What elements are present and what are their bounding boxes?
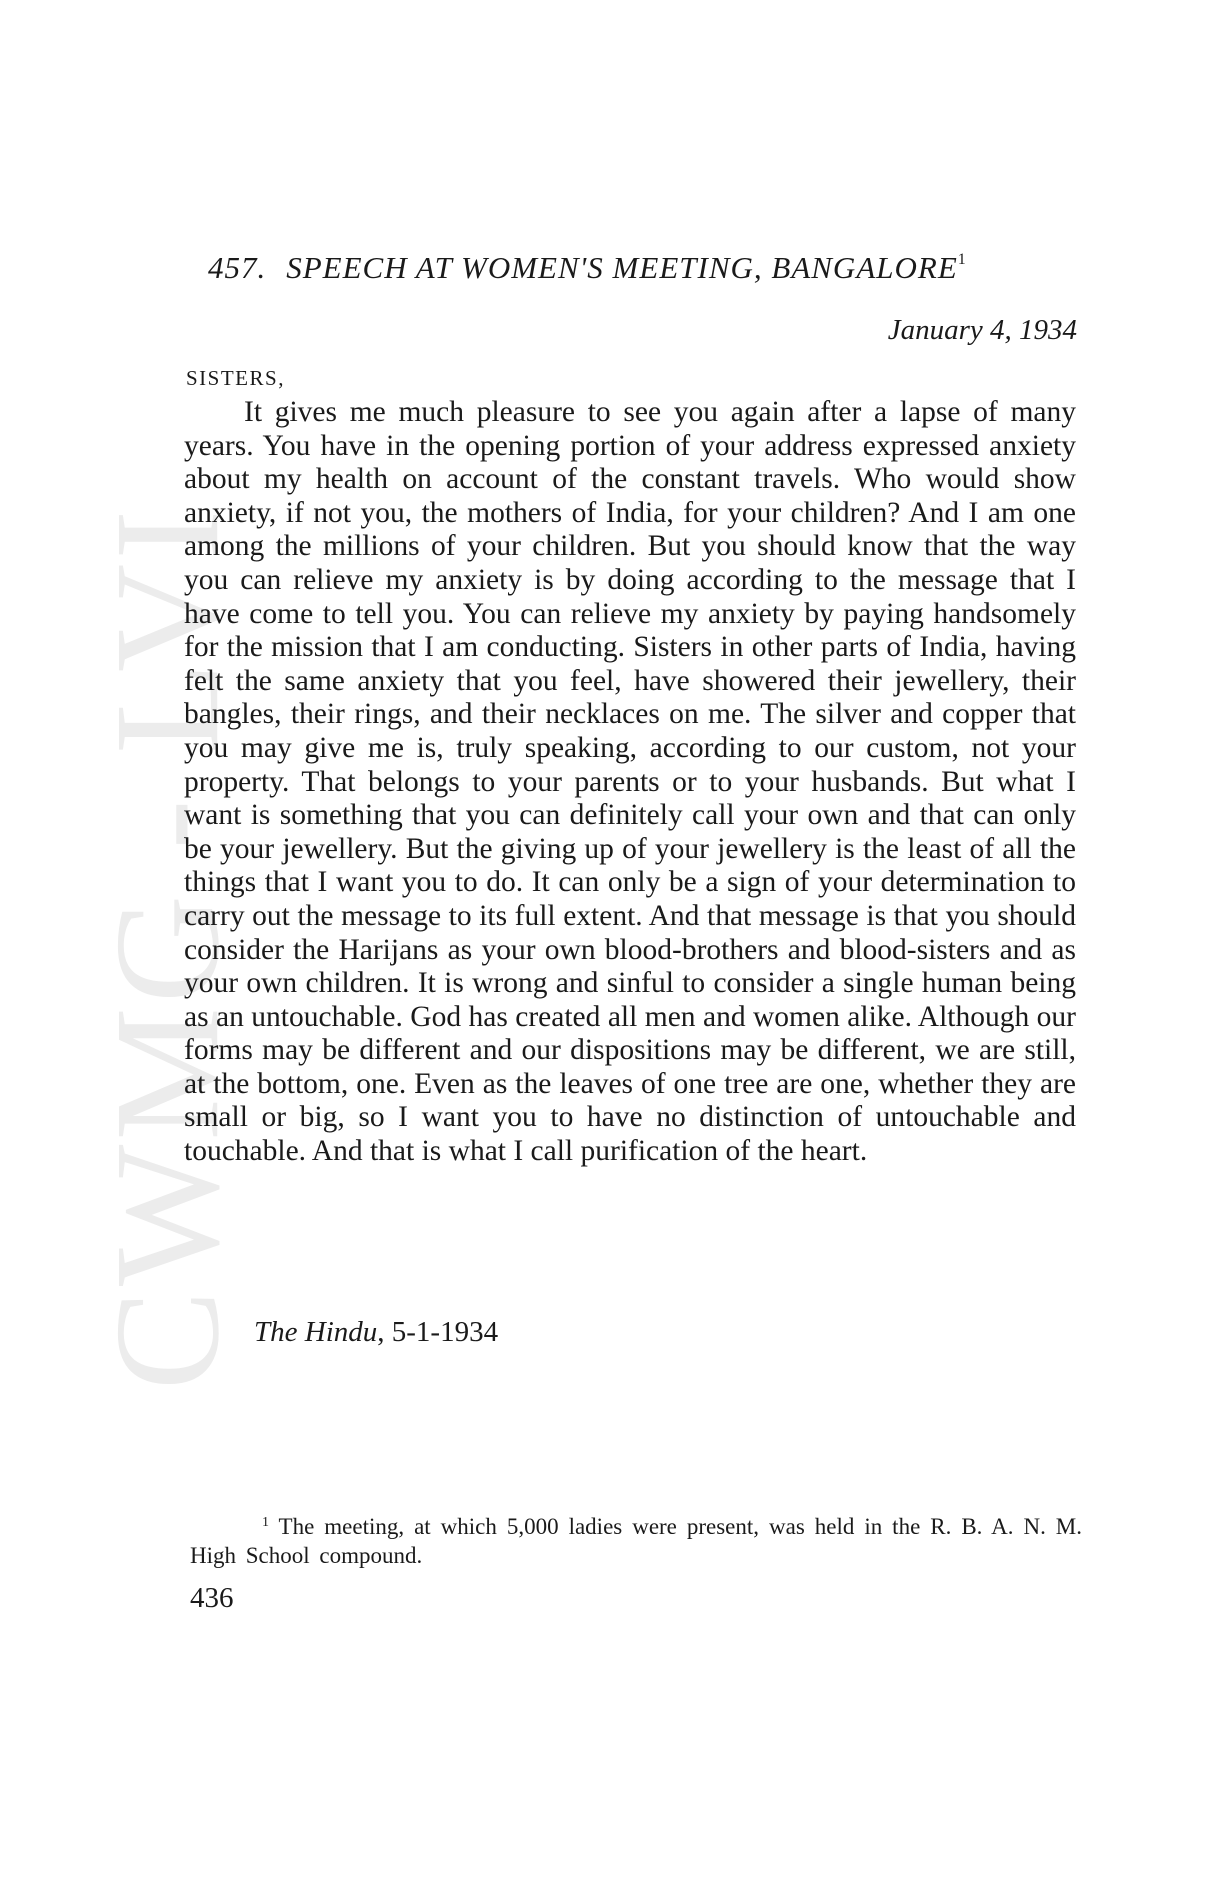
salutation: SISTERS,: [186, 366, 285, 390]
footnote: [190, 1508, 1082, 1570]
page-number: 436: [190, 1582, 234, 1614]
footnote-marker: 1: [262, 1515, 269, 1530]
speech-date: January 4, 1934: [887, 314, 1077, 346]
title-footnote-ref: 1: [957, 251, 967, 268]
title-text: SPEECH AT WOMEN'S MEETING, BANGALORE: [286, 250, 958, 285]
item-number: 457.: [208, 250, 267, 285]
source-date: , 5-1-1934: [377, 1316, 499, 1348]
footnote-text: The meeting, at which 5,000 ladies were present, was held in the R. B. A. N. M. High School compound.: [190, 1514, 1082, 1568]
speech-body: It gives me much pleasure to see you again after a lapse of many years. You have in the opening portion of your address expressed anxiety about my health on account of the constant travels. Who would show anxiety, if not you, the mothers of India, for your children? And I am one among the millions of your children. But you should know that the way you can relieve my anxiety is by doing according to the message that I have come to tell you. You can relieve my anxiety by paying handsomely for the mission that I am conducting. Sisters in other parts of India, having felt the same anxiety that you feel, have showered their jewellery, their bangles, their rings, and their necklaces on me. The silver and copper that you may give me is, truly speaking, according to our custom, not your property. That belongs to your parents or to your husbands. But what I want is something that you can definitely call your own and that can only be your jewellery. But the giving up of your jewellery is the least of all the things that I want you to do. It can only be a sign of your determination to carry out the message to its full extent. And that message is that you should consider the Harijans as your own blood-brothers and blood-sisters and as your own children. It is wrong and sinful to consider a single human being as an untouchable. God has created all men and women alike. Although our forms may be different and our dispositions may be different, we are still, at the bottom, one. Even as the leaves of one tree are one, whether they are small or big, so I want you to have no distinction of untouchable and touchable. And that is what I call purification of the heart.: [184, 396, 1076, 1168]
document-title: [208, 250, 1078, 286]
source-publication: The Hindu: [254, 1316, 378, 1348]
watermark-text: CWMG - LVI: [84, 505, 251, 1391]
source-citation: [254, 1316, 498, 1349]
